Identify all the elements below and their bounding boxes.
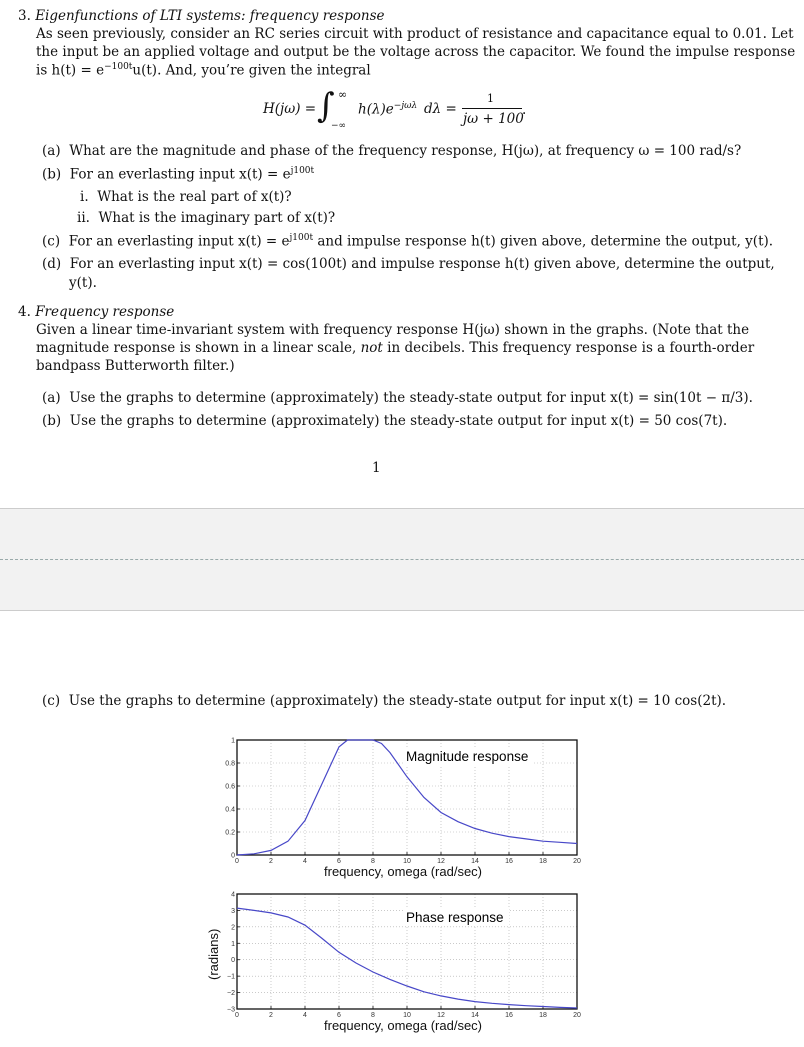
- x-tick-label: 6: [337, 858, 341, 865]
- y-tick-label: 0.8: [225, 760, 235, 768]
- x-tick-label: 2: [269, 1012, 273, 1019]
- problem-4-intro-1: Given a linear time-invariant system with frequency response H(jω) shown in the graphs. (Note that the: [36, 322, 750, 338]
- y-tick-label: 1: [231, 737, 235, 745]
- phase-response-chart: [200, 884, 600, 1039]
- page-break-bottom: [0, 560, 804, 611]
- eq-lhs: H(jω) =: [263, 101, 317, 117]
- x-tick-label: 16: [505, 858, 513, 865]
- y-tick-label: 1: [231, 940, 235, 948]
- phase-chart-title: Phase response: [406, 910, 504, 925]
- p3-part-a: (a) What are the magnitude and phase of the frequency response, H(jω), at frequency ω = 100 rad/s?: [42, 143, 742, 159]
- problem-4-intro-2: magnitude response is shown in a linear scale, not in decibels. This frequency response is a fourth-order: [36, 340, 755, 356]
- p3-part-b-ii: ii. What is the imaginary part of x(t)?: [77, 210, 336, 226]
- y-tick-label: 0.2: [225, 829, 235, 837]
- problem-4-title: Frequency response: [35, 304, 175, 320]
- y-tick-label: −2: [227, 990, 235, 998]
- p3-part-d-line2: y(t).: [69, 275, 97, 291]
- eq-numerator: 1: [487, 92, 494, 105]
- phase-ticks: [227, 892, 581, 1020]
- x-tick-label: 8: [371, 858, 375, 865]
- phase-y-label: (radians): [206, 928, 221, 980]
- page-break-top: [0, 508, 804, 560]
- magnitude-response-chart: [200, 730, 600, 880]
- x-tick-label: 20: [573, 858, 581, 865]
- y-tick-label: 0: [231, 957, 235, 965]
- y-tick-label: 4: [231, 891, 235, 899]
- x-tick-label: 8: [371, 1012, 375, 1019]
- problem-3-title: Eigenfunctions of LTI systems: frequency response: [35, 8, 385, 24]
- x-tick-label: 0: [235, 858, 239, 865]
- x-tick-label: 4: [303, 1012, 307, 1019]
- eq-dlambda: dλ =: [424, 101, 457, 117]
- problem-4-number: 4.: [18, 304, 31, 320]
- problem-3-intro-1: As seen previously, consider an RC series circuit with product of resistance and capacitance equal to 0.01. Let: [36, 26, 794, 42]
- y-tick-label: 0: [231, 852, 235, 860]
- integral-sign: ∫: [317, 86, 335, 126]
- x-tick-label: 2: [269, 858, 273, 865]
- magnitude-chart-title: Magnitude response: [406, 749, 529, 764]
- problem-3-heading: [18, 8, 384, 24]
- y-tick-label: 2: [231, 924, 235, 932]
- y-tick-label: 0.6: [225, 783, 235, 791]
- p3-part-c: (c) For an everlasting input $x(t) = e^{j100t}$ and impulse response h(t) given above, determine the output, y(t).: [42, 233, 774, 250]
- integral-upper: ∞: [338, 88, 348, 101]
- x-tick-label: 10: [403, 1012, 411, 1019]
- p3-part-b: (b) For an everlasting input $x(t) = e^{j100t}$: [42, 166, 315, 183]
- problem-3-intro-3: is $h(t) = e^{-100t}u(t)$. And, you’re given the integral: [36, 62, 371, 79]
- x-tick-label: 4: [303, 858, 307, 865]
- x-tick-label: 12: [437, 1012, 445, 1019]
- problem-4-heading: [18, 304, 174, 320]
- x-tick-label: 18: [539, 858, 547, 865]
- p3-part-b-i: i. What is the real part of x(t)?: [80, 189, 292, 205]
- x-tick-label: 14: [471, 1012, 479, 1019]
- problem-3-number: 3.: [18, 8, 31, 24]
- eq-denominator: jω + 100: [463, 111, 524, 127]
- p4-part-a: (a) Use the graphs to determine (approximately) the steady-state output for input x(t) = sin(10t − π/3).: [42, 390, 753, 406]
- y-tick-label: −3: [227, 1006, 235, 1014]
- y-tick-label: 3: [231, 907, 235, 915]
- p3-part-d: (d) For an everlasting input x(t) = cos(100t) and impulse response h(t) given above, determine the output,: [42, 256, 775, 272]
- x-tick-label: 10: [403, 858, 411, 865]
- magnitude-x-label: frequency, omega (rad/sec): [324, 864, 482, 879]
- x-tick-label: 6: [337, 1012, 341, 1019]
- x-tick-label: 12: [437, 858, 445, 865]
- x-tick-label: 0: [235, 1012, 239, 1019]
- x-tick-label: 20: [573, 1012, 581, 1019]
- problem-3-intro-2: the input be an applied voltage and output be the voltage across the capacitor. We found the impulse response: [36, 44, 796, 60]
- page-number: 1: [372, 460, 381, 476]
- problem-4-intro-3: bandpass Butterworth filter.): [36, 358, 235, 374]
- eq-period: .: [522, 102, 527, 118]
- eq-integrand: $h(\lambda)e^{-j\omega\lambda}$: [358, 101, 418, 118]
- x-tick-label: 18: [539, 1012, 547, 1019]
- x-tick-label: 16: [505, 1012, 513, 1019]
- y-tick-label: 0.4: [225, 806, 235, 814]
- x-tick-label: 14: [471, 858, 479, 865]
- y-tick-label: −1: [227, 973, 235, 981]
- eq-fraction-bar: [462, 108, 522, 109]
- p4-part-b: (b) Use the graphs to determine (approximately) the steady-state output for input x(t) = 50 cos(7t).: [42, 413, 728, 429]
- integral-lower: −∞: [331, 121, 347, 131]
- p4-part-c: (c) Use the graphs to determine (approximately) the steady-state output for input x(t) = 10 cos(2t).: [42, 693, 727, 709]
- phase-x-label: frequency, omega (rad/sec): [324, 1018, 482, 1033]
